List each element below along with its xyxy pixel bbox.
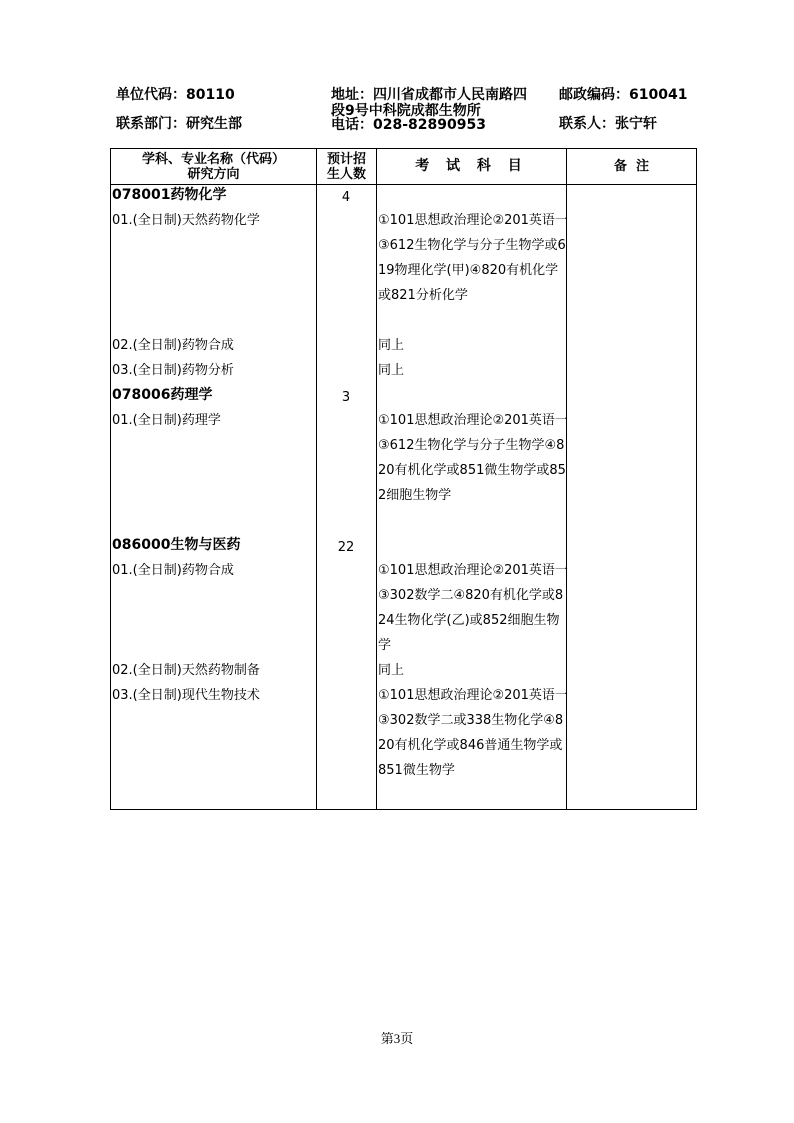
- address-line-2: 段9号中科院成都生物所: [331, 103, 481, 119]
- column-header-remark: [567, 149, 697, 185]
- exam-header-label: 考 试 科 目: [415, 158, 528, 174]
- postal-code: 邮政编码：610041: [559, 87, 688, 103]
- enrollment-count: 3: [341, 390, 351, 405]
- column-header-exam: [377, 149, 567, 185]
- table-body-row: [111, 185, 697, 810]
- enrollment-column: [317, 185, 377, 810]
- exam-subjects: 同上: [378, 338, 405, 353]
- exam-subjects: ①101思想政治理论②201英语一③612生物化学与分子生物学④820有机化学或851微生物学或852细胞生物学: [378, 413, 568, 503]
- contact-person: 联系人：张宁轩: [559, 116, 657, 132]
- direction-name: 02.(全日制)天然药物制备: [112, 663, 260, 678]
- exam-subjects: ①101思想政治理论②201英语一③302数学二或338生物化学④820有机化学或846普通生物学或851微生物学: [378, 688, 568, 778]
- unit-code: 单位代码：80110: [116, 87, 235, 103]
- direction-name: 01.(全日制)天然药物化学: [112, 213, 260, 228]
- exam-column: [377, 185, 567, 810]
- subject-header-line2: 研究方向: [187, 166, 240, 182]
- direction-name: 02.(全日制)药物合成: [112, 338, 234, 353]
- exam-subjects: 同上: [378, 663, 405, 678]
- remark-column: [567, 185, 697, 810]
- column-header-enrollment: [317, 149, 377, 185]
- exam-subjects: ①101思想政治理论②201英语一③302数学二④820有机化学或824生物化学(乙)或852细胞生物学: [378, 563, 568, 653]
- enrollment-table: [110, 148, 697, 810]
- direction-name: 01.(全日制)药物合成: [112, 563, 234, 578]
- exam-subjects: ①101思想政治理论②201英语一③612生物化学与分子生物学或619物理化学(甲)④820有机化学或821分析化学: [378, 213, 568, 303]
- address: [331, 87, 527, 119]
- major-title: 078006药理学: [112, 387, 213, 403]
- contact-department: 联系部门：研究生部: [116, 116, 242, 132]
- direction-name: 03.(全日制)药物分析: [112, 363, 234, 378]
- exam-subjects: 同上: [378, 363, 405, 378]
- address-line-1: 地址：四川省成都市人民南路四: [331, 87, 527, 103]
- subject-header-line1: 学科、专业名称（代码）: [141, 151, 285, 167]
- phone: 电话：028-82890953: [331, 117, 486, 133]
- subject-column: [111, 185, 317, 810]
- major-title: 086000生物与医药: [112, 537, 241, 553]
- direction-name: 01.(全日制)药理学: [112, 413, 221, 428]
- enroll-header-line2: 生人数: [326, 166, 366, 182]
- enrollment-count: 22: [337, 540, 355, 555]
- direction-name: 03.(全日制)现代生物技术: [112, 688, 260, 703]
- column-header-subject: [111, 149, 317, 185]
- page-number: 第3页: [380, 1031, 414, 1046]
- major-title: 078001药物化学: [112, 187, 227, 203]
- enroll-header-line1: 预计招: [326, 151, 366, 167]
- remark-header-label: 备 注: [613, 159, 650, 174]
- table-header-row: [111, 149, 697, 185]
- enrollment-count: 4: [341, 190, 351, 205]
